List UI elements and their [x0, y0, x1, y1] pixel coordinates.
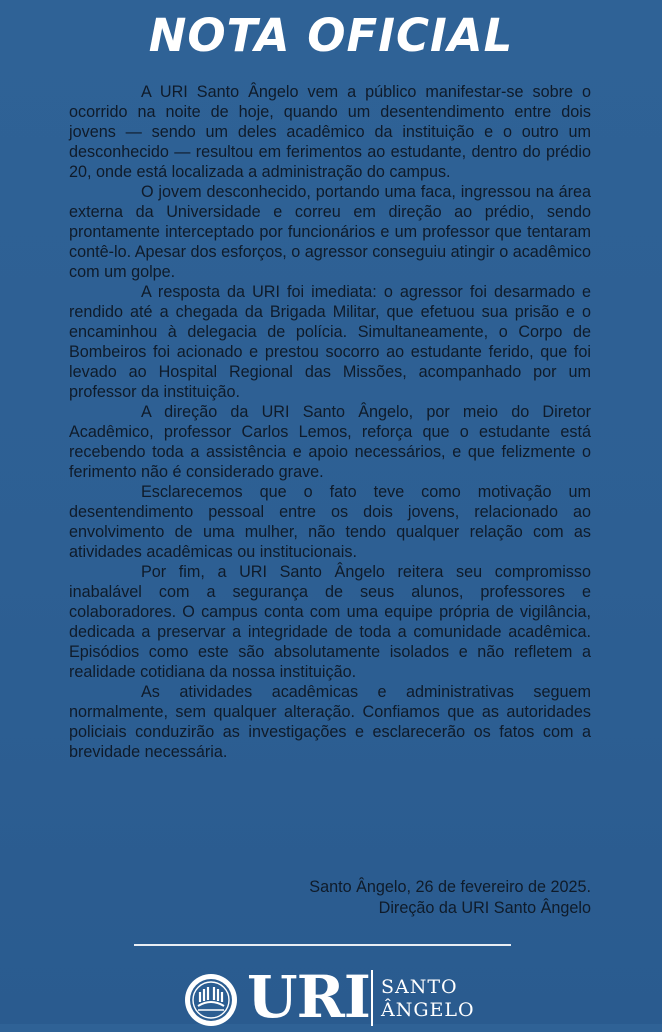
- paragraph-2: O jovem desconhecido, portando uma faca, ingressou na área externa da Universidade e correu em direção ao prédio, sendo prontamente interceptado por funcionários e um professor que tentaram contê-lo. Apesar dos esforços, o agressor conseguiu atingir o acadêmico com um golpe.: [69, 183, 591, 281]
- paragraph-6: Por fim, a URI Santo Ângelo reitera seu compromisso inabalável com a segurança de seus alunos, professores e colaboradores. O campus conta com uma equipe própria de vigilância, dedicada a preservar a integridade de toda a comunidade acadêmica. Episódios como este são absolutamente isolados e não refletem a realidade cotidiana da nossa instituição.: [69, 563, 591, 681]
- paragraph-1: A URI Santo Ângelo vem a público manifestar-se sobre o ocorrido na noite de hoje, quando um desentendimento entre dois jovens — sendo um deles acadêmico da instituição e o outro um desconhecido — resultou em ferimentos ao estudante, dentro do prédio 20, onde está localizada a administração do campus.: [69, 83, 591, 181]
- signed-by: Direção da URI Santo Ângelo: [378, 899, 591, 917]
- paragraph-5: Esclarecemos que o fato teve como motivação um desentendimento pessoal entre os dois jovens, relacionado ao envolvimento de uma mulher, não tendo qualquer relação com as atividades acadêmicas ou institucionais.: [69, 483, 591, 561]
- paragraph-4: A direção da URI Santo Ângelo, por meio do Diretor Acadêmico, professor Carlos Lemos, reforça que o estudante está recebendo toda a assistência e apoio necessários, e que felizmente o ferimento não é considerado grave.: [69, 403, 591, 481]
- signature-block: [309, 877, 591, 919]
- divider: [134, 944, 511, 946]
- uri-wordmark: URI: [247, 963, 370, 1031]
- university-seal-icon: [183, 972, 239, 1028]
- paragraph-7: As atividades acadêmicas e administrativas seguem normalmente, sem qualquer alteração. Confiamos que as autoridades policiais conduzirão as investigações e esclarecerão os fatos com a brevidade necessária.: [69, 683, 591, 761]
- logo-sub-line-2: ÂNGELO: [381, 999, 475, 1021]
- page-title: NOTA OFICIAL: [148, 9, 514, 62]
- logo-separator: [371, 970, 373, 1026]
- logo-sub-line-1: SANTO: [381, 976, 458, 998]
- statement-body: [69, 82, 591, 762]
- paragraph-3: A resposta da URI foi imediata: o agressor foi desarmado e rendido até a chegada da Brigada Militar, que efetuou sua prisão e o encaminhou à delegacia de polícia. Simultaneamente, o Corpo de Bombeiros foi acionado e prestou socorro ao estudante ferido, que foi levado ao Hospital Regional das Missões, acompanhado por um professor da instituição.: [69, 283, 591, 401]
- logo-campus-name: [381, 976, 475, 1022]
- place-date: Santo Ângelo, 26 de fevereiro de 2025.: [309, 878, 591, 896]
